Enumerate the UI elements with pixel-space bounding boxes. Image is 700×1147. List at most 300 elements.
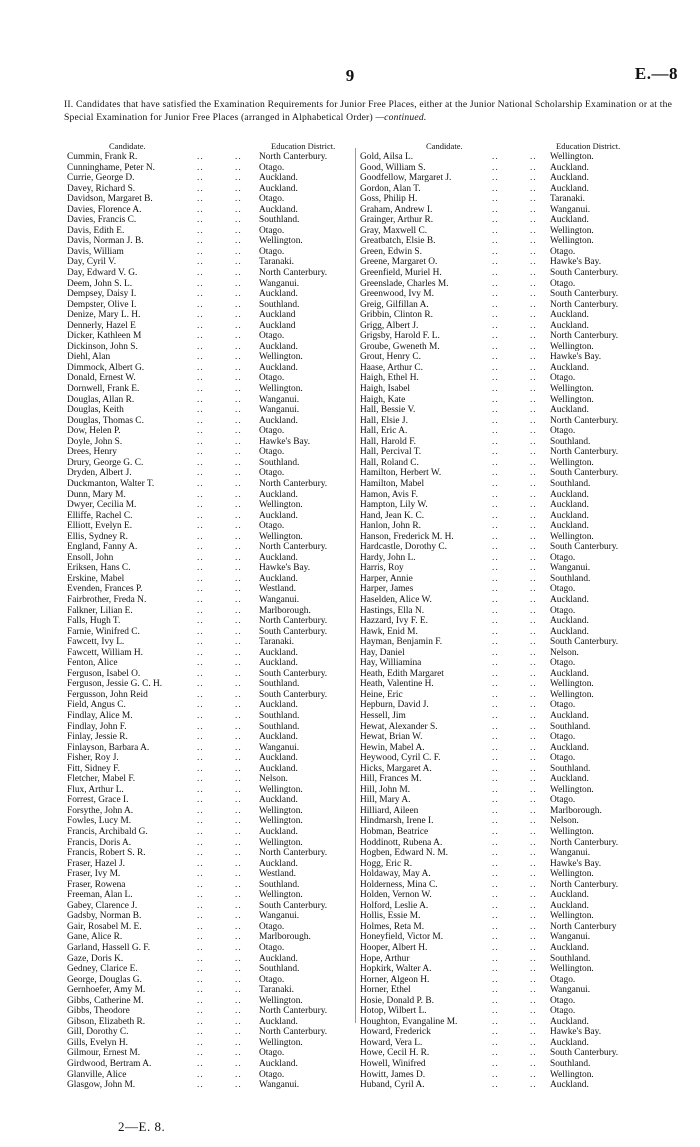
leader-dots: .. bbox=[235, 637, 242, 648]
candidate-row bbox=[360, 426, 660, 437]
leader-dots: .. bbox=[530, 521, 537, 532]
candidate-name: Dornwell, Frank E. bbox=[67, 384, 140, 395]
candidate-name: Davis, Edith E. bbox=[67, 225, 125, 236]
candidate-name: Fisher, Roy J. bbox=[67, 753, 119, 764]
candidate-row bbox=[67, 395, 349, 406]
education-district: Southland. bbox=[550, 953, 591, 964]
candidate-name: Falkner, Lilian E. bbox=[67, 605, 133, 616]
candidate-name: Fairbrother, Freda N. bbox=[67, 594, 147, 605]
candidate-name: Hindmarsh, Irene I. bbox=[360, 816, 434, 827]
page-footer: 2—E. 8. bbox=[118, 1119, 166, 1134]
leader-dots: .. bbox=[492, 173, 499, 184]
candidate-row bbox=[67, 584, 349, 595]
leader-dots: .. bbox=[197, 289, 204, 300]
leader-dots: .. bbox=[235, 974, 242, 985]
education-district: Southland. bbox=[259, 721, 300, 732]
education-district: Auckland. bbox=[550, 489, 589, 500]
candidate-name: Hewat, Brian W. bbox=[360, 732, 423, 743]
candidate-row bbox=[360, 700, 660, 711]
leader-dots: .. bbox=[197, 932, 204, 943]
candidate-name: Gane, Alice R. bbox=[67, 932, 123, 943]
leader-dots: .. bbox=[530, 637, 537, 648]
candidate-row bbox=[360, 932, 660, 943]
education-district: Auckland. bbox=[550, 943, 589, 954]
leader-dots: .. bbox=[197, 647, 204, 658]
candidate-row bbox=[360, 880, 660, 891]
heading-continued: —continued. bbox=[375, 111, 427, 123]
leader-dots: .. bbox=[492, 289, 499, 300]
leader-dots: .. bbox=[492, 215, 499, 226]
education-district: Auckland. bbox=[550, 774, 589, 785]
candidate-name: Hall, Elsie J. bbox=[360, 415, 408, 426]
candidate-row bbox=[67, 985, 349, 996]
candidate-row bbox=[67, 553, 349, 564]
leader-dots: .. bbox=[492, 816, 499, 827]
candidate-row bbox=[360, 584, 660, 595]
candidate-name: Gibbs, Catherine M. bbox=[67, 995, 144, 1006]
candidate-row bbox=[360, 194, 660, 205]
leader-dots: .. bbox=[235, 953, 242, 964]
education-district: Otago. bbox=[550, 700, 576, 711]
candidate-name: Hamilton, Mabel bbox=[360, 478, 425, 489]
education-district: Wellington. bbox=[259, 236, 303, 247]
leader-dots: .. bbox=[235, 1069, 242, 1080]
leader-dots: .. bbox=[530, 647, 537, 658]
education-district: Wellington. bbox=[259, 384, 303, 395]
leader-dots: .. bbox=[235, 1048, 242, 1059]
leader-dots: .. bbox=[530, 183, 537, 194]
leader-dots: .. bbox=[197, 911, 204, 922]
leader-dots: .. bbox=[197, 1016, 204, 1027]
candidate-name: Goodfellow, Margaret J. bbox=[360, 173, 452, 184]
candidate-name: Houghton, Evangaline M. bbox=[360, 1016, 458, 1027]
leader-dots: .. bbox=[197, 204, 204, 215]
leader-dots: .. bbox=[197, 362, 204, 373]
candidate-row bbox=[67, 563, 349, 574]
leader-dots: .. bbox=[235, 394, 242, 405]
education-district: Otago. bbox=[550, 732, 576, 743]
candidate-row bbox=[360, 711, 660, 722]
candidate-name: Davis, Norman J. B. bbox=[67, 236, 144, 247]
right-column-header bbox=[360, 141, 660, 152]
leader-dots: .. bbox=[530, 805, 537, 816]
leader-dots: .. bbox=[492, 384, 499, 395]
education-district: Wellington. bbox=[550, 827, 594, 837]
leader-dots: .. bbox=[197, 964, 204, 975]
leader-dots: .. bbox=[235, 932, 242, 943]
education-district: Auckland. bbox=[550, 900, 589, 911]
education-district: Otago. bbox=[259, 974, 285, 985]
candidate-row bbox=[360, 279, 660, 290]
leader-dots: .. bbox=[235, 721, 242, 732]
education-district: Wanganui. bbox=[259, 911, 300, 922]
candidate-row bbox=[360, 1006, 660, 1017]
leader-dots: .. bbox=[197, 415, 204, 426]
leader-dots: .. bbox=[235, 774, 242, 785]
leader-dots: .. bbox=[235, 521, 242, 532]
education-district: Hawke's Bay. bbox=[550, 858, 602, 869]
candidate-name: Hessell, Jim bbox=[360, 710, 406, 721]
leader-dots: .. bbox=[197, 478, 204, 489]
education-district: Auckland. bbox=[550, 510, 589, 521]
leader-dots: .. bbox=[492, 394, 499, 405]
candidate-name: Francis, Robert S. R. bbox=[67, 848, 146, 859]
leader-dots: .. bbox=[197, 225, 204, 236]
leader-dots: .. bbox=[530, 384, 537, 395]
candidate-name: Diehl, Alan bbox=[67, 352, 111, 363]
leader-dots: .. bbox=[197, 542, 204, 553]
leader-dots: .. bbox=[197, 995, 204, 1006]
candidate-name: Greenslade, Charles M. bbox=[360, 278, 449, 289]
candidate-name: Francis, Archibald G. bbox=[67, 827, 148, 837]
leader-dots: .. bbox=[530, 584, 537, 595]
education-district: Wellington. bbox=[550, 911, 594, 922]
candidate-row bbox=[360, 869, 660, 880]
leader-dots: .. bbox=[235, 542, 242, 553]
candidate-row bbox=[360, 521, 660, 532]
candidate-name: Grainger, Arthur R. bbox=[360, 215, 434, 226]
candidate-row bbox=[360, 373, 660, 384]
leader-dots: .. bbox=[492, 426, 499, 437]
candidate-name: Dimmock, Albert G. bbox=[67, 362, 145, 373]
leader-dots: .. bbox=[235, 152, 242, 162]
candidate-name: Currie, George D. bbox=[67, 173, 135, 184]
candidate-row bbox=[360, 648, 660, 659]
candidate-row bbox=[360, 542, 660, 553]
leader-dots: .. bbox=[197, 373, 204, 384]
candidate-row bbox=[67, 669, 349, 680]
leader-dots: .. bbox=[492, 225, 499, 236]
candidate-row bbox=[360, 152, 660, 163]
candidate-row bbox=[67, 690, 349, 701]
candidate-name: Douglas, Thomas C. bbox=[67, 415, 144, 426]
leader-dots: .. bbox=[492, 995, 499, 1006]
leader-dots: .. bbox=[197, 341, 204, 352]
education-district: Otago. bbox=[550, 373, 576, 384]
leader-dots: .. bbox=[197, 943, 204, 954]
leader-dots: .. bbox=[197, 689, 204, 700]
candidate-name: Gray, Maxwell C. bbox=[360, 225, 428, 236]
candidate-name: Fitt, Sidney F. bbox=[67, 763, 120, 774]
leader-dots: .. bbox=[492, 1027, 499, 1038]
education-district: Wellington. bbox=[550, 225, 594, 236]
candidate-row bbox=[67, 490, 349, 501]
candidate-name: Hall, Bessie V. bbox=[360, 405, 416, 416]
leader-dots: .. bbox=[530, 626, 537, 637]
leader-dots: .. bbox=[530, 542, 537, 553]
leader-dots: .. bbox=[235, 900, 242, 911]
education-district: Auckland. bbox=[550, 173, 589, 184]
leader-dots: .. bbox=[197, 352, 204, 363]
candidate-name: Dicker, Kathleen M bbox=[67, 331, 142, 342]
leader-dots: .. bbox=[197, 436, 204, 447]
education-district: Auckland. bbox=[259, 763, 298, 774]
candidate-row bbox=[360, 405, 660, 416]
leader-dots: .. bbox=[530, 236, 537, 247]
candidate-name: Fergusson, John Reid bbox=[67, 689, 148, 700]
education-district: Southland. bbox=[259, 879, 300, 890]
education-district: South Canterbury. bbox=[550, 542, 619, 553]
candidate-name: Gibson, Elizabeth R. bbox=[67, 1016, 146, 1027]
leader-dots: .. bbox=[197, 900, 204, 911]
leader-dots: .. bbox=[235, 489, 242, 500]
leader-dots: .. bbox=[235, 1059, 242, 1070]
candidate-name: Erskine, Mabel bbox=[67, 573, 125, 584]
candidate-name: Fawcett, Ivy L. bbox=[67, 637, 125, 648]
education-district: Auckland. bbox=[259, 510, 298, 521]
leader-dots: .. bbox=[235, 890, 242, 901]
leader-dots: .. bbox=[492, 689, 499, 700]
candidate-name: Davies, Florence A. bbox=[67, 204, 142, 215]
education-district: North Canterbury. bbox=[259, 152, 328, 162]
education-district: Hawke's Bay. bbox=[259, 563, 311, 574]
education-district: Wellington. bbox=[259, 1037, 303, 1048]
education-district: Wellington. bbox=[259, 784, 303, 795]
leader-dots: .. bbox=[530, 341, 537, 352]
education-district: North Canterbury. bbox=[259, 616, 328, 627]
leader-dots: .. bbox=[197, 236, 204, 247]
candidate-name: Howard, Vera L. bbox=[360, 1037, 423, 1048]
candidate-name: Hogben, Edward N. M. bbox=[360, 848, 449, 859]
candidate-row bbox=[67, 827, 349, 838]
leader-dots: .. bbox=[197, 679, 204, 690]
education-district: Wanganui. bbox=[259, 594, 300, 605]
leader-dots: .. bbox=[235, 626, 242, 637]
leader-dots: .. bbox=[235, 985, 242, 996]
leader-dots: .. bbox=[492, 468, 499, 479]
leader-dots: .. bbox=[492, 732, 499, 743]
candidate-name: Davey, Richard S. bbox=[67, 183, 136, 194]
education-district: North Canterbury. bbox=[550, 837, 619, 848]
leader-dots: .. bbox=[492, 879, 499, 890]
education-district: Auckland. bbox=[550, 1016, 589, 1027]
candidate-name: Hooper, Albert H. bbox=[360, 943, 428, 954]
candidate-row bbox=[67, 658, 349, 669]
leader-dots: .. bbox=[197, 763, 204, 774]
leader-dots: .. bbox=[235, 848, 242, 859]
education-district: Nelson. bbox=[550, 816, 579, 827]
leader-dots: .. bbox=[530, 1016, 537, 1027]
leader-dots: .. bbox=[530, 943, 537, 954]
education-district: Otago. bbox=[259, 246, 285, 257]
leader-dots: .. bbox=[530, 531, 537, 542]
leader-dots: .. bbox=[235, 689, 242, 700]
leader-dots: .. bbox=[235, 320, 242, 331]
candidate-name: Ferguson, Jessie G. C. H. bbox=[67, 679, 163, 690]
candidate-name: Haigh, Ethel H. bbox=[360, 373, 419, 384]
leader-dots: .. bbox=[530, 415, 537, 426]
leader-dots: .. bbox=[530, 173, 537, 184]
column-divider bbox=[355, 148, 356, 1023]
candidate-name: Hopkirk, Walter A. bbox=[360, 964, 432, 975]
education-district: Wellington. bbox=[550, 531, 594, 542]
candidate-name: Greig, Gilfillan A. bbox=[360, 299, 429, 310]
leader-dots: .. bbox=[197, 173, 204, 184]
candidate-row bbox=[67, 722, 349, 733]
education-district: Otago. bbox=[259, 162, 285, 173]
leader-dots: .. bbox=[530, 468, 537, 479]
candidate-name: Hanlon, John R. bbox=[360, 521, 421, 532]
leader-dots: .. bbox=[197, 257, 204, 268]
leader-dots: .. bbox=[492, 447, 499, 458]
leader-dots: .. bbox=[530, 964, 537, 975]
candidate-name: Hoddinott, Rubena A. bbox=[360, 837, 443, 848]
education-district: Auckland. bbox=[259, 700, 298, 711]
candidate-row bbox=[360, 321, 660, 332]
section-heading bbox=[64, 99, 679, 124]
education-district: Wellington. bbox=[550, 689, 594, 700]
education-district: North Canterbury. bbox=[550, 415, 619, 426]
leader-dots: .. bbox=[530, 246, 537, 257]
leader-dots: .. bbox=[530, 594, 537, 605]
education-district: Westland. bbox=[259, 584, 296, 595]
leader-dots: .. bbox=[530, 299, 537, 310]
education-district: Wellington. bbox=[550, 784, 594, 795]
leader-dots: .. bbox=[530, 605, 537, 616]
education-district: Wellington. bbox=[550, 341, 594, 352]
heading-text: II. Candidates that have satisfied the Examination Requirements for Junior Free Places, either at the Junior National Scholarship Examination or at the Special Examination for Junior Free Places (arranged in Alphabetical Order) bbox=[64, 99, 673, 123]
leader-dots: .. bbox=[197, 774, 204, 785]
candidate-name: Donald, Ernest W. bbox=[67, 373, 136, 384]
leader-dots: .. bbox=[492, 352, 499, 363]
leader-dots: .. bbox=[235, 742, 242, 753]
left-candidate-list bbox=[67, 152, 349, 1091]
candidate-name: Glanville, Alice bbox=[67, 1069, 127, 1080]
leader-dots: .. bbox=[492, 183, 499, 194]
leader-dots: .. bbox=[235, 964, 242, 975]
leader-dots: .. bbox=[235, 510, 242, 521]
leader-dots: .. bbox=[197, 584, 204, 595]
leader-dots: .. bbox=[530, 278, 537, 289]
candidate-row bbox=[67, 785, 349, 796]
education-district: Otago. bbox=[550, 753, 576, 764]
education-district: Wellington. bbox=[550, 152, 594, 162]
education-district: Auckland. bbox=[259, 953, 298, 964]
leader-dots: .. bbox=[530, 552, 537, 563]
candidate-name: Grout, Henry C. bbox=[360, 352, 421, 363]
candidate-row bbox=[67, 247, 349, 258]
candidate-row bbox=[360, 226, 660, 237]
leader-dots: .. bbox=[530, 194, 537, 205]
candidate-row bbox=[360, 943, 660, 954]
candidate-name: Duckmanton, Walter T. bbox=[67, 478, 155, 489]
leader-dots: .. bbox=[492, 753, 499, 764]
candidate-name: Howe, Cecil H. R. bbox=[360, 1048, 430, 1059]
leader-dots: .. bbox=[197, 858, 204, 869]
education-district: Wellington. bbox=[550, 1069, 594, 1080]
education-district: Auckland. bbox=[550, 710, 589, 721]
education-district: Marlborough. bbox=[550, 805, 602, 816]
leader-dots: .. bbox=[492, 985, 499, 996]
education-district: Auckland. bbox=[259, 753, 298, 764]
leader-dots: .. bbox=[492, 500, 499, 511]
leader-dots: .. bbox=[197, 879, 204, 890]
candidate-row bbox=[67, 405, 349, 416]
education-district: North Canterbury. bbox=[259, 1027, 328, 1038]
leader-dots: .. bbox=[235, 943, 242, 954]
candidate-name: Greatbatch, Elsie B. bbox=[360, 236, 436, 247]
candidate-row bbox=[360, 163, 660, 174]
candidate-row bbox=[360, 616, 660, 627]
leader-dots: .. bbox=[492, 362, 499, 373]
leader-dots: .. bbox=[530, 974, 537, 985]
education-district: Nelson. bbox=[550, 647, 579, 658]
leader-dots: .. bbox=[197, 953, 204, 964]
candidate-name: Hayman, Benjamin F. bbox=[360, 637, 443, 648]
leader-dots: .. bbox=[197, 848, 204, 859]
candidate-row bbox=[67, 173, 349, 184]
candidate-row bbox=[67, 943, 349, 954]
leader-dots: .. bbox=[235, 415, 242, 426]
candidate-row bbox=[360, 363, 660, 374]
education-district: Otago. bbox=[550, 605, 576, 616]
candidate-row bbox=[67, 205, 349, 216]
education-district: Auckland. bbox=[550, 890, 589, 901]
leader-dots: .. bbox=[235, 405, 242, 416]
candidate-name: Gold, Ailsa L. bbox=[360, 152, 414, 162]
leader-dots: .. bbox=[530, 679, 537, 690]
education-district: Hawke's Bay. bbox=[550, 352, 602, 363]
education-district: Wanganui. bbox=[550, 204, 591, 215]
candidate-row bbox=[360, 479, 660, 490]
education-district: South Canterbury. bbox=[259, 668, 328, 679]
candidate-row bbox=[360, 300, 660, 311]
leader-dots: .. bbox=[235, 594, 242, 605]
leader-dots: .. bbox=[492, 478, 499, 489]
candidate-row bbox=[360, 595, 660, 606]
candidate-name: Denize, Mary L. H. bbox=[67, 310, 141, 321]
candidate-name: Fowles, Lucy M. bbox=[67, 816, 132, 827]
candidate-row bbox=[67, 616, 349, 627]
candidate-row bbox=[360, 1059, 660, 1070]
leader-dots: .. bbox=[197, 837, 204, 848]
leader-dots: .. bbox=[492, 858, 499, 869]
education-district: Wanganui. bbox=[550, 848, 591, 859]
education-district: Auckland. bbox=[259, 827, 298, 837]
candidate-row bbox=[67, 342, 349, 353]
candidate-row bbox=[67, 321, 349, 332]
candidate-row bbox=[360, 848, 660, 859]
candidate-row bbox=[360, 795, 660, 806]
candidate-row bbox=[360, 236, 660, 247]
leader-dots: .. bbox=[530, 1080, 537, 1091]
leader-dots: .. bbox=[492, 542, 499, 553]
candidate-name: Haselden, Alice W. bbox=[360, 594, 432, 605]
candidate-name: Dwyer, Cecilia M. bbox=[67, 500, 137, 511]
education-district: Hawke's Bay. bbox=[259, 436, 311, 447]
candidate-name: Hazzard, Ivy F. E. bbox=[360, 616, 428, 627]
leader-dots: .. bbox=[492, 647, 499, 658]
candidate-row bbox=[360, 257, 660, 268]
candidate-name: Hall, Harold F. bbox=[360, 436, 417, 447]
education-district: Auckland. bbox=[259, 415, 298, 426]
candidate-name: Hope, Arthur bbox=[360, 953, 410, 964]
education-district: Auckland. bbox=[259, 658, 298, 669]
candidate-name: Holderness, Mina C. bbox=[360, 879, 438, 890]
candidate-name: Goss, Philip H. bbox=[360, 194, 418, 205]
candidate-row bbox=[67, 384, 349, 395]
candidate-name: Horner, Algeon H. bbox=[360, 974, 430, 985]
candidate-row bbox=[67, 901, 349, 912]
candidate-row bbox=[67, 996, 349, 1007]
candidate-name: England, Fanny A. bbox=[67, 542, 138, 553]
candidate-name: Hardcastle, Dorothy C. bbox=[360, 542, 447, 553]
candidate-name: Hall, Roland C. bbox=[360, 457, 419, 468]
leader-dots: .. bbox=[235, 1027, 242, 1038]
candidate-row bbox=[360, 785, 660, 796]
candidate-name: Garland, Hassell G. F. bbox=[67, 943, 151, 954]
education-district: North Canterbury. bbox=[550, 299, 619, 310]
